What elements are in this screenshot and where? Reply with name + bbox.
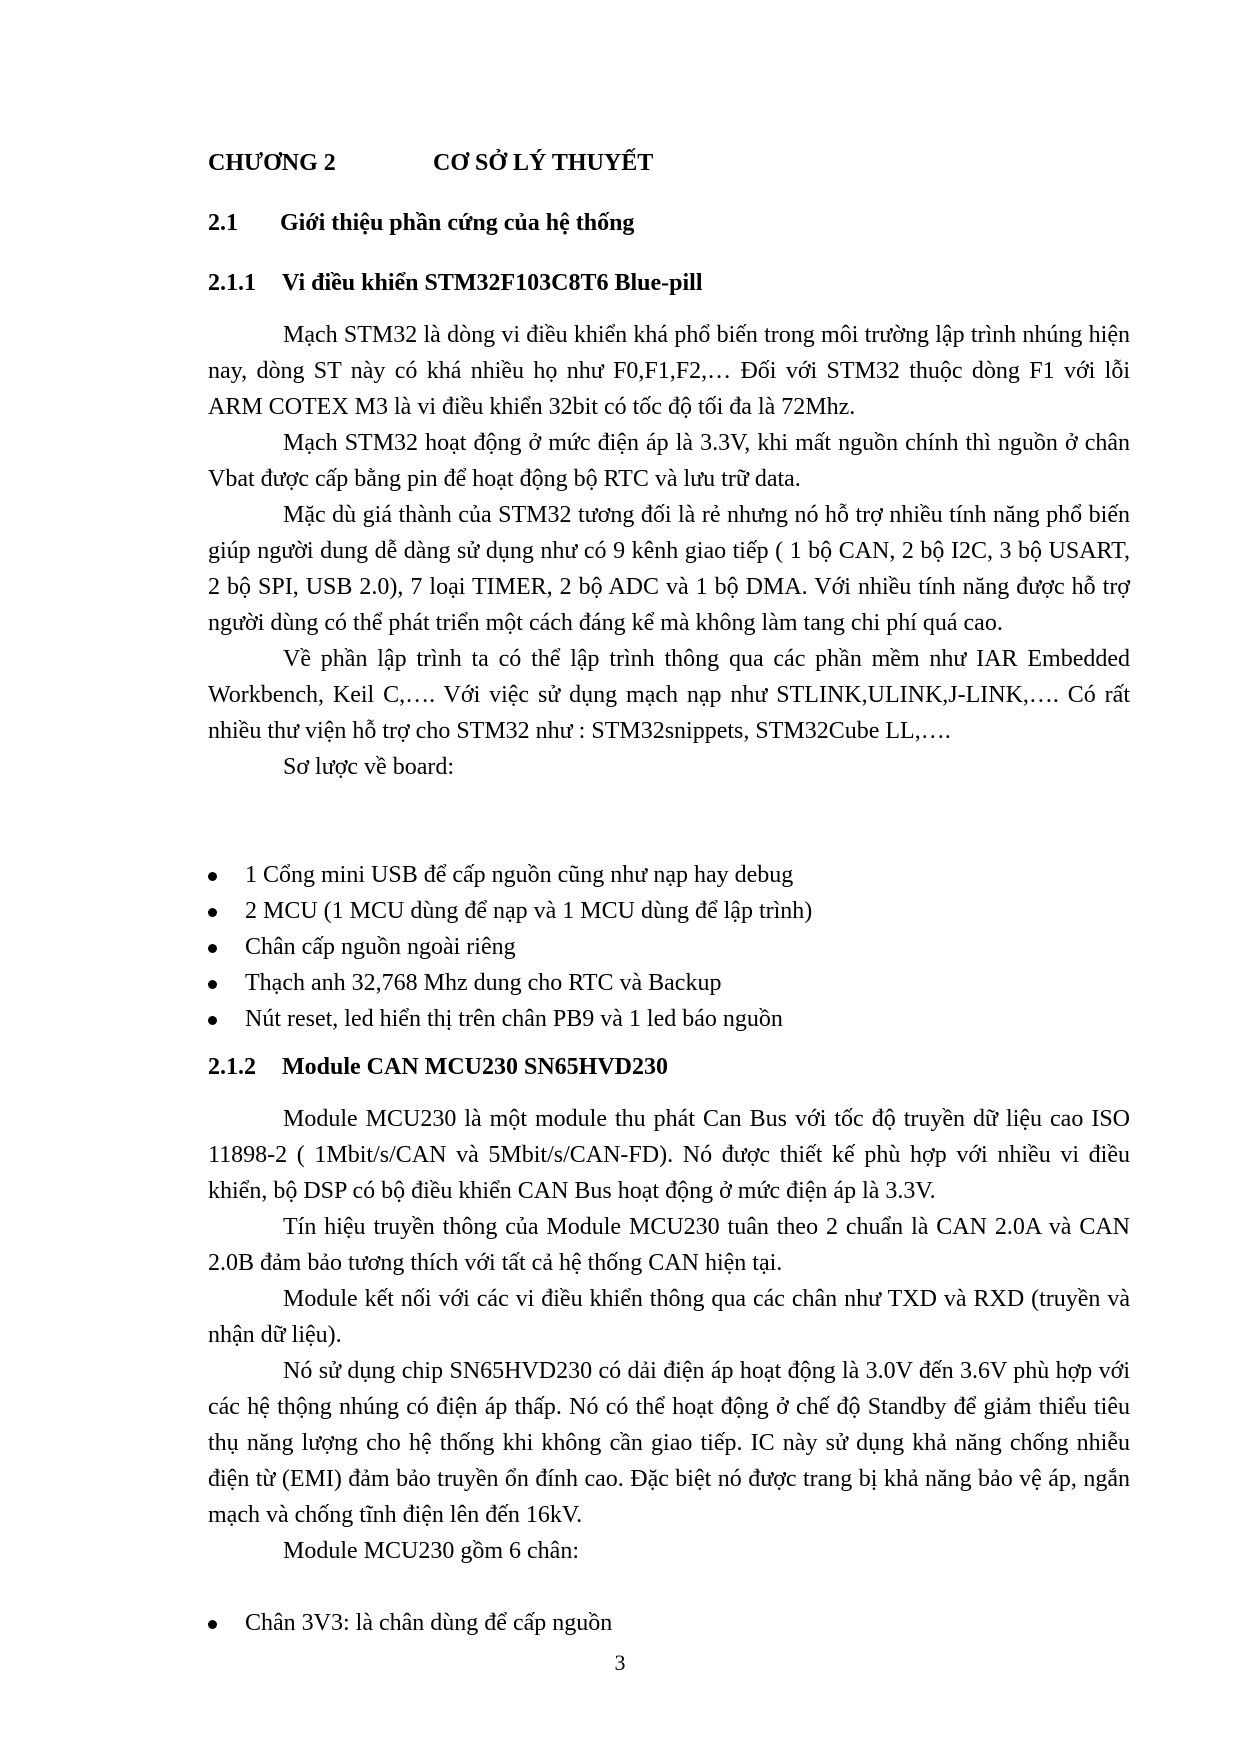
paragraph: Module MCU230 là một module thu phát Can Bus với tốc độ truyền dữ liệu cao ISO 11898-2 ( 1Mbit/s/CAN và 5Mbit/s/CAN-FD). Nó được thiết kế phù hợp với nhiều vi điều khiển, bộ DSP có bộ điều khiển CAN Bus hoạt động ở mức điện áp là 3.3V. xyxy=(208,1106,1130,1204)
paragraph: Về phần lập trình ta có thể lập trình thông qua các phần mềm như IAR Embedded Workbench, Keil C,…. Với việc sử dụng mạch nạp như STLINK,ULINK,J-LINK,…. Có rất nhiều thư viện hỗ trợ cho STM32 như : STM32snippets, STM32Cube LL,…. xyxy=(208,646,1130,744)
section-heading-2-1 xyxy=(208,210,634,237)
paragraph: Mặc dù giá thành của STM32 tương đối là rẻ nhưng nó hỗ trợ nhiều tính năng phổ biến giúp người dung dễ dàng sử dụng như có 9 kênh giao tiếp ( 1 bộ CAN, 2 bộ I2C, 3 bộ USART, 2 bộ SPI, USB 2.0), 7 loại TIMER, 2 bộ ADC và 1 bộ DMA. Với nhiều tính năng được hỗ trợ người dùng có thể phát triển một cách đáng kể mà không làm tang chi phí quá cao. xyxy=(208,502,1130,636)
section-number: 2.1 xyxy=(208,210,238,236)
list-item: Chân 3V3: là chân dùng để cấp nguồn xyxy=(208,1605,1130,1641)
bullet-icon xyxy=(208,908,217,917)
list-item: 2 MCU (1 MCU dùng để nạp và 1 MCU dùng để lập trình) xyxy=(208,893,1130,929)
section-title: Giới thiệu phần cứng của hệ thống xyxy=(280,210,635,236)
list-item: Thạch anh 32,768 Mhz dung cho RTC và Backup xyxy=(208,965,1130,1001)
paragraph: Mạch STM32 là dòng vi điều khiển khá phổ biến trong môi trường lập trình nhúng hiện nay, dòng ST này có khá nhiều họ như F0,F1,F2,… Đối với STM32 thuộc dòng F1 với lỗi ARM COTEX M3 là vi điều khiển 32bit có tốc độ tối đa là 72Mhz. xyxy=(208,322,1130,420)
paragraph: Mạch STM32 hoạt động ở mức điện áp là 3.3V, khi mất nguồn chính thì nguồn ở chân Vbat được cấp bằng pin để hoạt động bộ RTC và lưu trữ data. xyxy=(208,430,1130,492)
body-text-mcu230 xyxy=(208,1101,1130,1569)
chapter-title: CƠ SỞ LÝ THUYẾT xyxy=(433,150,654,176)
chapter-number: CHƯƠNG 2 xyxy=(208,150,336,176)
paragraph: Sơ lược về board: xyxy=(283,754,455,780)
page-number: 3 xyxy=(614,1650,626,1675)
chapter-heading xyxy=(208,150,653,177)
section-title: Vi điều khiển STM32F103C8T6 Blue-pill xyxy=(282,270,703,296)
bullet-icon xyxy=(208,980,217,989)
paragraph: Module MCU230 gồm 6 chân: xyxy=(283,1538,579,1564)
bullet-icon xyxy=(208,1620,217,1629)
section-title: Module CAN MCU230 SN65HVD230 xyxy=(282,1054,668,1080)
section-number: 2.1.1 xyxy=(208,270,256,296)
bullet-icon xyxy=(208,944,217,953)
paragraph: Tín hiệu truyền thông của Module MCU230 tuân theo 2 chuẩn là CAN 2.0A và CAN 2.0B đảm bảo tương thích với tất cả hệ thống CAN hiện tại. xyxy=(208,1214,1130,1276)
bullet-icon xyxy=(208,872,217,881)
section-heading-2-1-1 xyxy=(208,270,703,297)
list-item: Nút reset, led hiển thị trên chân PB9 và 1 led báo nguồn xyxy=(208,1001,1130,1037)
paragraph: Nó sử dụng chip SN65HVD230 có dải điện áp hoạt động là 3.0V đến 3.6V phù hợp với các hệ thộng nhúng có điện áp thấp. Nó có thể hoạt động ở chế độ Standby để giảm thiểu tiêu thụ năng lượng cho hệ thống khi không cần giao tiếp. IC này sử dụng khả năng chống nhiễu điện từ (EMI) đảm bảo truyền ổn đính cao. Đặc biệt nó được trang bị khả năng bảo vệ áp, ngắn mạch và chống tĩnh điện lên đến 16kV. xyxy=(208,1358,1130,1528)
pin-list xyxy=(208,1605,1130,1641)
board-feature-list xyxy=(208,857,1130,1037)
section-heading-2-1-2 xyxy=(208,1054,668,1081)
section-number: 2.1.2 xyxy=(208,1054,256,1080)
list-item: 1 Cổng mini USB để cấp nguồn cũng như nạp hay debug xyxy=(208,857,1130,893)
paragraph: Module kết nối với các vi điều khiển thông qua các chân như TXD và RXD (truyền và nhận dữ liệu). xyxy=(208,1286,1130,1348)
list-item: Chân cấp nguồn ngoài riêng xyxy=(208,929,1130,965)
body-text-stm32 xyxy=(208,317,1130,785)
bullet-icon xyxy=(208,1016,217,1025)
